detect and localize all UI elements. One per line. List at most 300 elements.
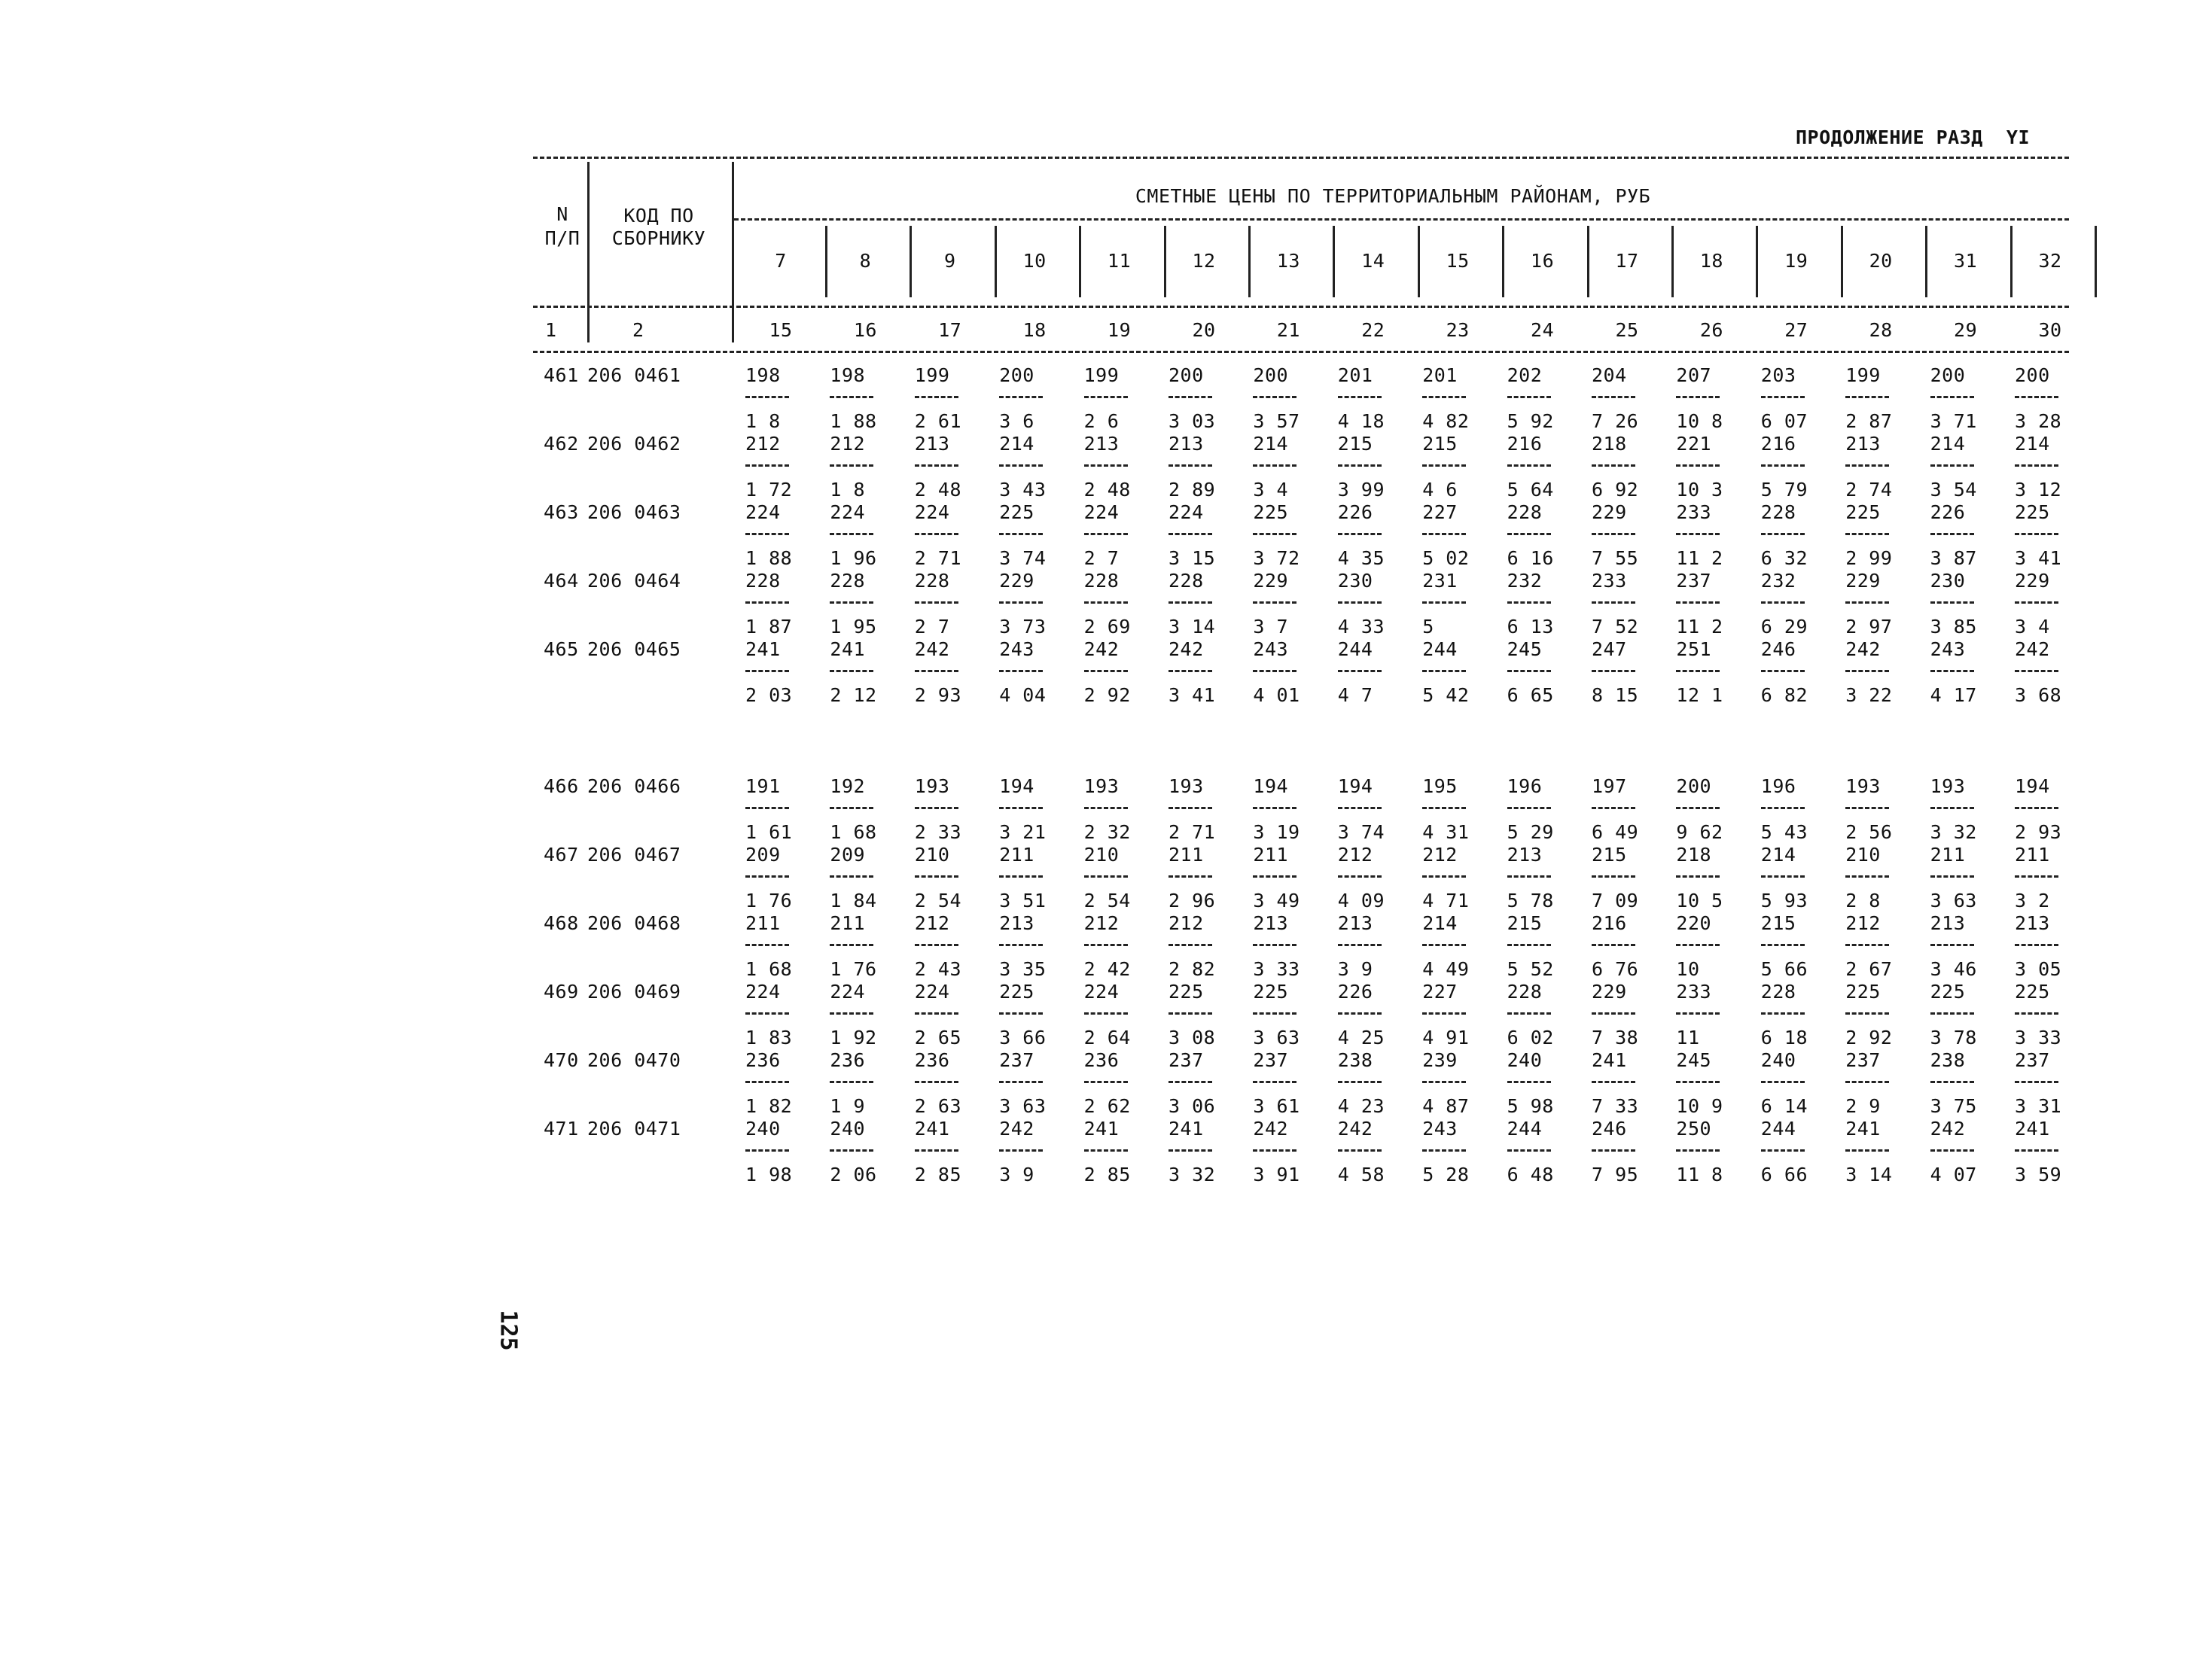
price-high-value: 214 — [1422, 912, 1458, 934]
price-high-value: 209 — [745, 844, 781, 866]
fraction-bar — [1761, 1081, 1805, 1083]
price-low-value: 4 7 — [1337, 684, 1373, 706]
price-high-value: 218 — [1676, 844, 1712, 866]
price-low-value: 2 85 — [1083, 1164, 1131, 1185]
price-low-value: 2 54 — [1083, 890, 1131, 912]
price-high-value: 211 — [999, 844, 1034, 866]
price-high-value: 196 — [1507, 775, 1543, 797]
fraction-bar — [1422, 601, 1466, 604]
column-number: 17 — [938, 319, 962, 341]
price-low-value: 7 38 — [1592, 1027, 1639, 1048]
fraction-bar — [1169, 464, 1212, 467]
fraction-bar — [1338, 875, 1382, 878]
price-high-value: 213 — [1507, 844, 1543, 866]
fraction-bar — [1507, 875, 1551, 878]
price-high-value: 226 — [1930, 501, 1966, 523]
district-divider — [1333, 226, 1335, 297]
district-divider — [1671, 226, 1674, 297]
price-high-value: 191 — [745, 775, 781, 797]
fraction-bar — [999, 533, 1043, 535]
district-number: 16 — [1531, 250, 1555, 272]
price-high-value: 225 — [999, 981, 1034, 1003]
price-low-value: 5 52 — [1507, 958, 1554, 980]
price-low-value: 10 3 — [1676, 479, 1723, 501]
price-high-value: 213 — [1169, 433, 1204, 455]
price-low-value: 3 28 — [2015, 410, 2062, 432]
fraction-bar — [1422, 944, 1466, 946]
price-high-value: 198 — [830, 364, 866, 386]
fraction-bar — [1676, 533, 1720, 535]
fraction-bar — [1338, 396, 1382, 398]
price-high-value: 203 — [1760, 364, 1796, 386]
district-divider — [1587, 226, 1589, 297]
fraction-bar — [915, 875, 958, 878]
fraction-bar — [2015, 464, 2058, 467]
fraction-bar — [1592, 533, 1635, 535]
price-high-value: 240 — [745, 1118, 781, 1140]
price-high-value: 242 — [1845, 638, 1881, 660]
price-low-value: 3 71 — [1930, 410, 1977, 432]
price-high-value: 200 — [1169, 364, 1204, 386]
price-high-value: 241 — [2015, 1118, 2050, 1140]
fraction-bar — [1169, 944, 1212, 946]
fraction-bar — [745, 533, 789, 535]
price-high-value: 211 — [1169, 844, 1204, 866]
fraction-bar — [745, 1012, 789, 1015]
fraction-bar — [745, 807, 789, 809]
price-low-value: 2 06 — [830, 1164, 877, 1185]
district-divider — [1925, 226, 1927, 297]
fraction-bar — [1422, 464, 1466, 467]
price-high-value: 224 — [914, 501, 950, 523]
price-low-value: 3 51 — [999, 890, 1047, 912]
price-high-value: 192 — [830, 775, 866, 797]
price-high-value: 213 — [1083, 433, 1120, 455]
fraction-bar — [1676, 1012, 1720, 1015]
price-high-value: 246 — [1592, 1118, 1627, 1140]
fraction-bar — [1507, 1149, 1551, 1152]
price-low-value: 11 8 — [1676, 1164, 1723, 1185]
fraction-bar — [1845, 944, 1889, 946]
price-high-value: 211 — [2015, 844, 2050, 866]
fraction-bar — [1084, 533, 1128, 535]
price-high-value: 200 — [1253, 364, 1289, 386]
fraction-bar — [745, 1081, 789, 1083]
price-low-value: 2 93 — [914, 684, 962, 706]
fraction-bar — [1676, 944, 1720, 946]
price-high-value: 251 — [1676, 638, 1712, 660]
price-low-value: 1 98 — [745, 1164, 793, 1185]
fraction-bar — [999, 1149, 1043, 1152]
header-group-title: СМЕТНЫЕ ЦЕНЫ ПО ТЕРРИТОРИАЛЬНЫМ РАЙОНАМ, РУБ — [1135, 185, 1651, 207]
price-low-value: 6 14 — [1760, 1095, 1808, 1117]
row-number: 463 — [544, 501, 579, 523]
price-low-value: 1 96 — [830, 547, 877, 569]
price-low-value: 4 23 — [1337, 1095, 1385, 1117]
price-low-value: 2 64 — [1083, 1027, 1131, 1048]
price-low-value: 4 87 — [1422, 1095, 1470, 1117]
fraction-bar — [1507, 944, 1551, 946]
header-sub-rule — [533, 306, 2069, 308]
price-low-value: 3 12 — [2015, 479, 2062, 501]
fraction-bar — [1338, 601, 1382, 604]
price-low-value: 2 48 — [1083, 479, 1131, 501]
fraction-bar — [1676, 1081, 1720, 1083]
price-low-value: 4 17 — [1930, 684, 1977, 706]
price-low-value: 6 66 — [1760, 1164, 1808, 1185]
fraction-bar — [1592, 464, 1635, 467]
fraction-bar — [1930, 1149, 1974, 1152]
fraction-bar — [1845, 533, 1889, 535]
price-high-value: 229 — [1253, 570, 1289, 592]
fraction-bar — [915, 464, 958, 467]
district-number: 31 — [1954, 250, 1978, 272]
price-high-value: 228 — [914, 570, 950, 592]
price-low-value: 2 03 — [745, 684, 793, 706]
price-low-value: 3 41 — [2015, 547, 2062, 569]
fraction-bar — [1845, 670, 1889, 672]
price-low-value: 3 59 — [2015, 1164, 2062, 1185]
fraction-bar — [745, 464, 789, 467]
price-high-value: 201 — [1422, 364, 1458, 386]
price-low-value: 7 55 — [1592, 547, 1639, 569]
price-high-value: 194 — [2015, 775, 2050, 797]
price-high-value: 229 — [1592, 501, 1627, 523]
price-low-value: 6 49 — [1592, 821, 1639, 843]
header-bottom-rule — [533, 351, 2069, 353]
fraction-bar — [1761, 601, 1805, 604]
fraction-bar — [1422, 807, 1466, 809]
price-high-value: 241 — [745, 638, 781, 660]
price-high-value: 232 — [1760, 570, 1796, 592]
price-high-value: 214 — [1253, 433, 1289, 455]
column-number: 25 — [1615, 319, 1639, 341]
price-low-value: 3 19 — [1253, 821, 1300, 843]
fraction-bar — [1169, 1149, 1212, 1152]
price-high-value: 242 — [1253, 1118, 1289, 1140]
price-low-value: 2 69 — [1083, 616, 1131, 638]
price-low-value: 1 83 — [745, 1027, 793, 1048]
price-low-value: 5 78 — [1507, 890, 1554, 912]
fraction-bar — [999, 807, 1043, 809]
price-high-value: 225 — [1253, 501, 1289, 523]
price-high-value: 210 — [1083, 844, 1120, 866]
price-high-value: 200 — [1930, 364, 1966, 386]
price-high-value: 241 — [1845, 1118, 1881, 1140]
price-high-value: 227 — [1422, 981, 1458, 1003]
fraction-bar — [830, 533, 873, 535]
price-low-value: 11 — [1676, 1027, 1700, 1048]
row-number: 461 — [544, 364, 579, 386]
price-low-value: 1 76 — [745, 890, 793, 912]
price-low-value: 4 49 — [1422, 958, 1470, 980]
price-high-value: 195 — [1422, 775, 1458, 797]
price-high-value: 213 — [1930, 912, 1966, 934]
district-divider — [1079, 226, 1081, 297]
fraction-bar — [1253, 1149, 1296, 1152]
fraction-bar — [1084, 601, 1128, 604]
price-low-value: 2 12 — [830, 684, 877, 706]
price-high-value: 237 — [1253, 1049, 1289, 1071]
price-low-value: 1 9 — [830, 1095, 866, 1117]
price-high-value: 212 — [1083, 912, 1120, 934]
fraction-bar — [1253, 464, 1296, 467]
price-high-value: 214 — [1760, 844, 1796, 866]
price-low-value: 3 61 — [1253, 1095, 1300, 1117]
row-code: 206 0469 — [587, 981, 681, 1003]
price-high-value: 233 — [1676, 501, 1712, 523]
price-low-value: 3 66 — [999, 1027, 1047, 1048]
fraction-bar — [1338, 1149, 1382, 1152]
table-top-rule — [533, 157, 2069, 159]
fraction-bar — [1930, 1012, 1974, 1015]
price-low-value: 3 99 — [1337, 479, 1385, 501]
fraction-bar — [830, 944, 873, 946]
row-number: 465 — [544, 638, 579, 660]
price-high-value: 211 — [830, 912, 866, 934]
price-high-value: 202 — [1507, 364, 1543, 386]
fraction-bar — [1084, 944, 1128, 946]
district-number: 7 — [775, 250, 787, 272]
column-number: 28 — [1869, 319, 1893, 341]
fraction-bar — [1253, 944, 1296, 946]
price-high-value: 230 — [1337, 570, 1373, 592]
price-high-value: 220 — [1676, 912, 1712, 934]
price-high-value: 224 — [1169, 501, 1204, 523]
fraction-bar — [1845, 1012, 1889, 1015]
fraction-bar — [1507, 1012, 1551, 1015]
price-low-value: 3 68 — [2015, 684, 2062, 706]
fraction-bar — [830, 396, 873, 398]
district-number: 9 — [944, 250, 956, 272]
fraction-bar — [1253, 601, 1296, 604]
price-high-value: 225 — [1253, 981, 1289, 1003]
fraction-bar — [1845, 1149, 1889, 1152]
fraction-bar — [1930, 807, 1974, 809]
price-low-value: 5 92 — [1507, 410, 1554, 432]
row-code: 206 0464 — [587, 570, 681, 592]
district-divider — [1841, 226, 1843, 297]
price-low-value: 4 04 — [999, 684, 1047, 706]
price-low-value: 3 87 — [1930, 547, 1977, 569]
price-low-value: 3 49 — [1253, 890, 1300, 912]
fraction-bar — [915, 670, 958, 672]
fraction-bar — [999, 944, 1043, 946]
fraction-bar — [2015, 670, 2058, 672]
fraction-bar — [1253, 807, 1296, 809]
price-low-value: 6 92 — [1592, 479, 1639, 501]
price-high-value: 213 — [914, 433, 950, 455]
price-low-value: 3 9 — [1337, 958, 1373, 980]
price-low-value: 3 63 — [1253, 1027, 1300, 1048]
price-low-value: 10 9 — [1676, 1095, 1723, 1117]
fraction-bar — [1930, 1081, 1974, 1083]
fraction-bar — [1592, 807, 1635, 809]
row-code: 206 0471 — [587, 1118, 681, 1140]
price-high-value: 228 — [830, 570, 866, 592]
price-high-value: 225 — [1845, 981, 1881, 1003]
fraction-bar — [999, 396, 1043, 398]
price-low-value: 3 75 — [1930, 1095, 1977, 1117]
price-low-value: 1 8 — [830, 479, 866, 501]
price-high-value: 214 — [2015, 433, 2050, 455]
price-low-value: 4 35 — [1337, 547, 1385, 569]
fraction-bar — [915, 533, 958, 535]
price-low-value: 6 82 — [1760, 684, 1808, 706]
price-high-value: 250 — [1676, 1118, 1712, 1140]
fraction-bar — [1761, 944, 1805, 946]
price-low-value: 2 63 — [914, 1095, 962, 1117]
price-low-value: 1 72 — [745, 479, 793, 501]
price-low-value: 2 96 — [1169, 890, 1216, 912]
price-high-value: 228 — [745, 570, 781, 592]
price-low-value: 4 31 — [1422, 821, 1470, 843]
fraction-bar — [1592, 1012, 1635, 1015]
fraction-bar — [1084, 396, 1128, 398]
price-low-value: 2 48 — [914, 479, 962, 501]
price-high-value: 244 — [1422, 638, 1458, 660]
price-low-value: 2 54 — [914, 890, 962, 912]
fraction-bar — [1507, 670, 1551, 672]
price-high-value: 243 — [1422, 1118, 1458, 1140]
price-high-value: 236 — [1083, 1049, 1120, 1071]
row-code: 206 0463 — [587, 501, 681, 523]
row-code: 206 0465 — [587, 638, 681, 660]
price-low-value: 2 7 — [914, 616, 950, 638]
fraction-bar — [1761, 396, 1805, 398]
price-low-value: 2 74 — [1845, 479, 1893, 501]
fraction-bar — [1169, 1081, 1212, 1083]
price-high-value: 216 — [1592, 912, 1627, 934]
price-low-value: 3 9 — [999, 1164, 1034, 1185]
header-pp: П/П — [544, 227, 580, 249]
column-number: 21 — [1276, 319, 1300, 341]
fraction-bar — [915, 396, 958, 398]
price-low-value: 2 65 — [914, 1027, 962, 1048]
fraction-bar — [1253, 670, 1296, 672]
price-low-value: 4 01 — [1253, 684, 1300, 706]
price-low-value: 1 84 — [830, 890, 877, 912]
fraction-bar — [745, 396, 789, 398]
fraction-bar — [1676, 601, 1720, 604]
price-high-value: 229 — [1592, 981, 1627, 1003]
fraction-bar — [1676, 807, 1720, 809]
price-low-value: 6 76 — [1592, 958, 1639, 980]
price-high-value: 225 — [2015, 981, 2050, 1003]
price-high-value: 237 — [1845, 1049, 1881, 1071]
column-number: 26 — [1699, 319, 1723, 341]
price-low-value: 1 92 — [830, 1027, 877, 1048]
district-number: 14 — [1361, 250, 1385, 272]
fraction-bar — [915, 807, 958, 809]
fraction-bar — [915, 1081, 958, 1083]
fraction-bar — [1338, 944, 1382, 946]
fraction-bar — [830, 1081, 873, 1083]
fraction-bar — [745, 875, 789, 878]
price-low-value: 1 88 — [830, 410, 877, 432]
price-high-value: 224 — [830, 981, 866, 1003]
price-high-value: 198 — [745, 364, 781, 386]
header-divider — [587, 162, 590, 342]
price-low-value: 3 21 — [999, 821, 1047, 843]
district-divider — [1164, 226, 1166, 297]
fraction-bar — [2015, 944, 2058, 946]
price-high-value: 225 — [2015, 501, 2050, 523]
price-low-value: 6 16 — [1507, 547, 1554, 569]
price-high-value: 244 — [1507, 1118, 1543, 1140]
district-divider — [1502, 226, 1504, 297]
price-high-value: 193 — [1845, 775, 1881, 797]
price-high-value: 244 — [1760, 1118, 1796, 1140]
price-high-value: 243 — [999, 638, 1034, 660]
district-number: 19 — [1784, 250, 1808, 272]
price-low-value: 2 32 — [1083, 821, 1131, 843]
fraction-bar — [1084, 1149, 1128, 1152]
fraction-bar — [2015, 533, 2058, 535]
header-code-2: СБОРНИКУ — [611, 227, 706, 249]
price-low-value: 3 41 — [1169, 684, 1216, 706]
district-divider — [910, 226, 912, 297]
price-low-value: 7 26 — [1592, 410, 1639, 432]
fraction-bar — [1084, 875, 1128, 878]
price-low-value: 10 — [1676, 958, 1700, 980]
fraction-bar — [1338, 533, 1382, 535]
price-low-value: 3 2 — [2015, 890, 2050, 912]
price-high-value: 199 — [914, 364, 950, 386]
district-number: 12 — [1192, 250, 1216, 272]
column-number: 29 — [1954, 319, 1978, 341]
fraction-bar — [1253, 533, 1296, 535]
price-low-value: 2 82 — [1169, 958, 1216, 980]
price-low-value: 3 35 — [999, 958, 1047, 980]
fraction-bar — [830, 807, 873, 809]
fraction-bar — [1169, 396, 1212, 398]
price-low-value: 3 78 — [1930, 1027, 1977, 1048]
price-high-value: 199 — [1845, 364, 1881, 386]
district-divider — [1248, 226, 1251, 297]
price-high-value: 228 — [1507, 981, 1543, 1003]
price-low-value: 4 6 — [1422, 479, 1458, 501]
price-low-value: 4 25 — [1337, 1027, 1385, 1048]
price-low-value: 10 8 — [1676, 410, 1723, 432]
price-low-value: 5 29 — [1507, 821, 1554, 843]
district-divider — [1418, 226, 1420, 297]
fraction-bar — [1592, 875, 1635, 878]
price-high-value: 211 — [745, 912, 781, 934]
price-high-value: 194 — [1337, 775, 1373, 797]
price-high-value: 212 — [914, 912, 950, 934]
fraction-bar — [1676, 396, 1720, 398]
fraction-bar — [2015, 1081, 2058, 1083]
price-low-value: 3 32 — [1930, 821, 1977, 843]
price-low-value: 1 8 — [745, 410, 781, 432]
price-low-value: 1 68 — [745, 958, 793, 980]
price-high-value: 212 — [1422, 844, 1458, 866]
price-low-value: 1 82 — [745, 1095, 793, 1117]
price-low-value: 1 95 — [830, 616, 877, 638]
price-high-value: 241 — [914, 1118, 950, 1140]
price-low-value: 3 05 — [2015, 958, 2062, 980]
price-low-value: 2 43 — [914, 958, 962, 980]
price-low-value: 2 87 — [1845, 410, 1893, 432]
price-low-value: 3 91 — [1253, 1164, 1300, 1185]
price-low-value: 2 7 — [1083, 547, 1120, 569]
fraction-bar — [745, 670, 789, 672]
price-high-value: 215 — [1592, 844, 1627, 866]
price-high-value: 226 — [1337, 501, 1373, 523]
fraction-bar — [1507, 601, 1551, 604]
column-number: 16 — [853, 319, 877, 341]
